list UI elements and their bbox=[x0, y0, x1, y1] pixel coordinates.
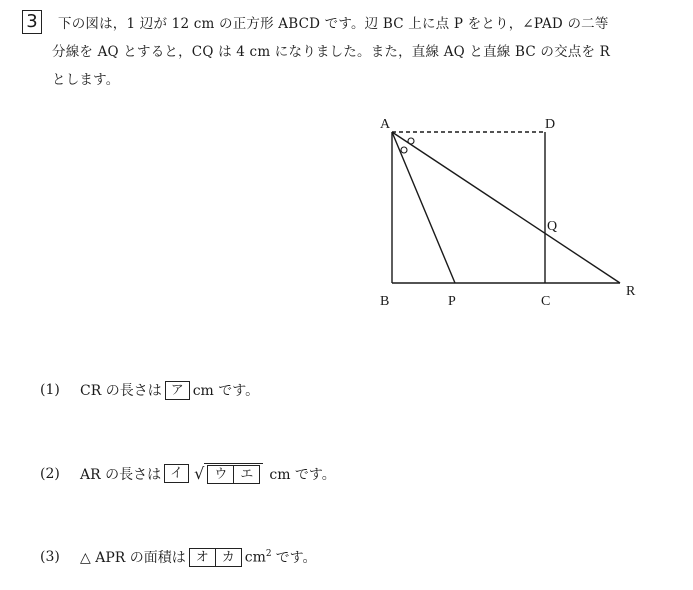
statement-line-1: 下の図は，1 辺が 12 cm の正方形 ABCD です。辺 BC 上に点 P をとり，∠PAD の二等 bbox=[58, 16, 609, 32]
question-number: 3 bbox=[22, 10, 42, 34]
answer-box-i[interactable]: イ bbox=[164, 464, 189, 483]
question-3-text: △ APR の面積は bbox=[80, 550, 186, 566]
angle-mark-lower bbox=[401, 147, 407, 153]
sqrt-radicand bbox=[204, 463, 263, 484]
answer-box-ka[interactable]: カ bbox=[215, 549, 241, 566]
question-1 bbox=[40, 380, 259, 400]
line-AR bbox=[392, 132, 620, 283]
sqrt-icon: √ bbox=[194, 464, 205, 483]
answer-box-e[interactable]: エ bbox=[233, 466, 259, 483]
label-C: C bbox=[541, 294, 551, 309]
label-B: B bbox=[380, 294, 390, 309]
angle-mark-upper bbox=[408, 138, 414, 144]
question-3-unit bbox=[245, 549, 272, 566]
question-3-ending: です。 bbox=[275, 550, 317, 566]
label-D: D bbox=[545, 117, 556, 132]
answer-box-u[interactable]: ウ bbox=[214, 467, 228, 482]
question-3-number: (3) bbox=[40, 549, 60, 565]
label-Q: Q bbox=[547, 219, 558, 234]
question-1-number: (1) bbox=[40, 382, 60, 398]
label-R: R bbox=[626, 284, 636, 299]
question-2-unit: cm です。 bbox=[269, 466, 336, 483]
segment-AP bbox=[392, 132, 455, 283]
unit-cm: cm bbox=[244, 549, 266, 566]
unit-exponent: 2 bbox=[265, 548, 272, 559]
question-1-text: CR の長さは bbox=[80, 383, 162, 399]
answer-box-group-ue bbox=[207, 465, 260, 484]
question-1-unit: cm です。 bbox=[192, 383, 260, 399]
question-2-text: AR の長さは bbox=[80, 466, 162, 483]
question-2 bbox=[40, 463, 336, 484]
statement-line-2: 分線を AQ とすると，CQ は 4 cm になりました。また，直線 AQ と直線 BC の交点を R bbox=[52, 44, 611, 60]
question-2-number: (2) bbox=[40, 465, 60, 482]
label-P: P bbox=[448, 294, 456, 309]
answer-box-group-ok bbox=[189, 548, 242, 567]
answer-box-a[interactable]: ア bbox=[165, 381, 190, 400]
statement-line-3: とします。 bbox=[52, 72, 120, 88]
question-3 bbox=[40, 547, 317, 567]
answer-box-o[interactable]: オ bbox=[195, 549, 209, 565]
label-A: A bbox=[380, 117, 391, 132]
